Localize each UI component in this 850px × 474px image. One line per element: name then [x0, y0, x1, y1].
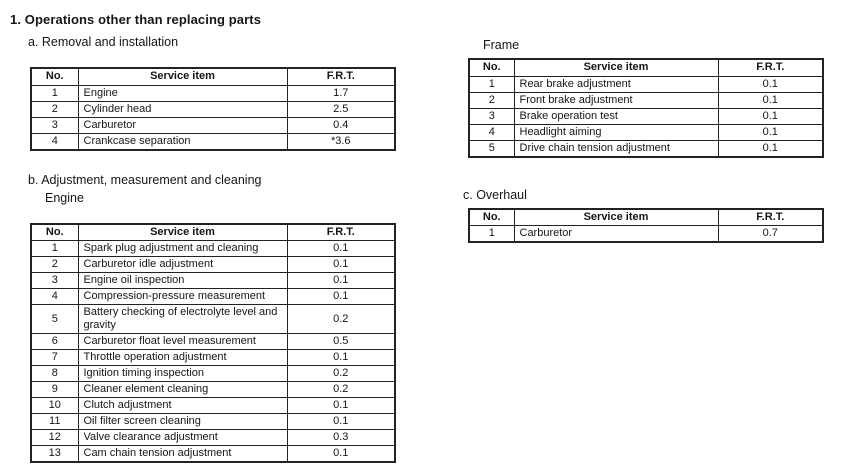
row-frt: 0.7	[718, 226, 823, 243]
table-row	[31, 350, 395, 366]
row-no: 4	[31, 133, 78, 150]
row-no: 2	[469, 92, 514, 108]
row-service-item: Cylinder head	[78, 101, 287, 117]
table-row	[469, 108, 823, 124]
header-service-item: Service item	[78, 68, 287, 85]
header-frt: F.R.T.	[718, 209, 823, 226]
row-no: 11	[31, 414, 78, 430]
row-frt: 0.2	[287, 366, 395, 382]
row-frt: 0.1	[718, 140, 823, 157]
heading-removal-installation: a. Removal and installation	[28, 35, 179, 49]
row-service-item: Oil filter screen cleaning	[78, 414, 287, 430]
table-row	[469, 124, 823, 140]
row-frt: 0.2	[287, 305, 395, 334]
row-frt: 0.1	[718, 124, 823, 140]
section-title: 1. Operations other than replacing parts	[10, 12, 262, 27]
table-header-row	[469, 209, 823, 226]
row-service-item: Cleaner element cleaning	[78, 382, 287, 398]
right-column	[460, 12, 840, 243]
table-row	[31, 305, 395, 334]
row-service-item: Battery checking of electrolyte level and gravity	[78, 305, 287, 334]
row-service-item: Spark plug adjustment and cleaning	[78, 241, 287, 257]
row-frt: 0.1	[718, 108, 823, 124]
row-service-item: Carburetor idle adjustment	[78, 257, 287, 273]
row-frt: 0.1	[287, 414, 395, 430]
heading-adjustment: b. Adjustment, measurement and cleaning	[28, 172, 262, 187]
row-no: 8	[31, 366, 78, 382]
row-frt: 1.7	[287, 85, 395, 101]
row-service-item: Cam chain tension adjustment	[78, 446, 287, 463]
row-service-item: Carburetor float level measurement	[78, 334, 287, 350]
row-service-item: Brake operation test	[514, 108, 718, 124]
row-no: 5	[31, 305, 78, 334]
header-no: No.	[31, 224, 78, 241]
table-row	[31, 446, 395, 463]
row-no: 12	[31, 430, 78, 446]
row-frt: 0.1	[287, 398, 395, 414]
header-no: No.	[469, 59, 514, 76]
engine-adjustment-table	[30, 223, 396, 464]
row-no: 7	[31, 350, 78, 366]
table-row	[31, 273, 395, 289]
row-no: 1	[469, 226, 514, 243]
row-service-item: Carburetor	[514, 226, 718, 243]
row-service-item: Valve clearance adjustment	[78, 430, 287, 446]
table-row	[31, 101, 395, 117]
row-no: 1	[31, 85, 78, 101]
table-header-row	[469, 59, 823, 76]
table-row	[31, 257, 395, 273]
table-row	[31, 117, 395, 133]
row-no: 2	[31, 257, 78, 273]
row-service-item: Ignition timing inspection	[78, 366, 287, 382]
row-service-item: Clutch adjustment	[78, 398, 287, 414]
row-no: 4	[31, 289, 78, 305]
row-frt: 0.1	[287, 350, 395, 366]
table-row	[31, 241, 395, 257]
heading-frame: Frame	[483, 38, 520, 52]
row-no: 3	[469, 108, 514, 124]
row-frt: 0.3	[287, 430, 395, 446]
row-service-item: Engine	[78, 85, 287, 101]
header-frt: F.R.T.	[718, 59, 823, 76]
row-service-item: Throttle operation adjustment	[78, 350, 287, 366]
header-service-item: Service item	[514, 59, 718, 76]
row-frt: 0.1	[287, 241, 395, 257]
table-row	[469, 140, 823, 157]
table-row	[31, 382, 395, 398]
row-service-item: Engine oil inspection	[78, 273, 287, 289]
frame-table	[468, 58, 824, 158]
row-no: 3	[31, 273, 78, 289]
row-frt: 0.1	[718, 76, 823, 92]
row-service-item: Rear brake adjustment	[514, 76, 718, 92]
header-frt: F.R.T.	[287, 68, 395, 85]
row-no: 2	[31, 101, 78, 117]
row-no: 1	[469, 76, 514, 92]
row-service-item: Front brake adjustment	[514, 92, 718, 108]
table-header-row	[31, 224, 395, 241]
heading-overhaul: c. Overhaul	[463, 187, 527, 202]
row-service-item: Headlight aiming	[514, 124, 718, 140]
row-frt: 0.1	[718, 92, 823, 108]
row-frt: 0.1	[287, 273, 395, 289]
row-frt: 0.1	[287, 257, 395, 273]
table-row	[31, 414, 395, 430]
table-row	[31, 430, 395, 446]
row-service-item: Crankcase separation	[78, 133, 287, 150]
header-no: No.	[469, 209, 514, 226]
row-frt: 0.1	[287, 289, 395, 305]
row-service-item: Carburetor	[78, 117, 287, 133]
table-row	[31, 85, 395, 101]
row-frt: 0.4	[287, 117, 395, 133]
row-no: 13	[31, 446, 78, 463]
row-frt: 2.5	[287, 101, 395, 117]
heading-engine: Engine	[45, 190, 84, 205]
header-service-item: Service item	[514, 209, 718, 226]
left-column	[10, 12, 436, 463]
table-row	[469, 76, 823, 92]
table-row	[469, 226, 823, 243]
row-no: 6	[31, 334, 78, 350]
row-frt: *3.6	[287, 133, 395, 150]
row-frt: 0.5	[287, 334, 395, 350]
row-frt: 0.2	[287, 382, 395, 398]
row-no: 3	[31, 117, 78, 133]
table-row	[31, 366, 395, 382]
row-no: 1	[31, 241, 78, 257]
overhaul-table	[468, 208, 824, 244]
table-row	[31, 334, 395, 350]
table-row	[31, 289, 395, 305]
row-frt: 0.1	[287, 446, 395, 463]
table-row	[469, 92, 823, 108]
removal-installation-table	[30, 67, 396, 151]
row-service-item: Drive chain tension adjustment	[514, 140, 718, 157]
header-frt: F.R.T.	[287, 224, 395, 241]
table-row	[31, 133, 395, 150]
row-no: 9	[31, 382, 78, 398]
table-row	[31, 398, 395, 414]
header-service-item: Service item	[78, 224, 287, 241]
row-no: 10	[31, 398, 78, 414]
row-no: 5	[469, 140, 514, 157]
table-header-row	[31, 68, 395, 85]
row-no: 4	[469, 124, 514, 140]
row-service-item: Compression-pressure measurement	[78, 289, 287, 305]
header-no: No.	[31, 68, 78, 85]
